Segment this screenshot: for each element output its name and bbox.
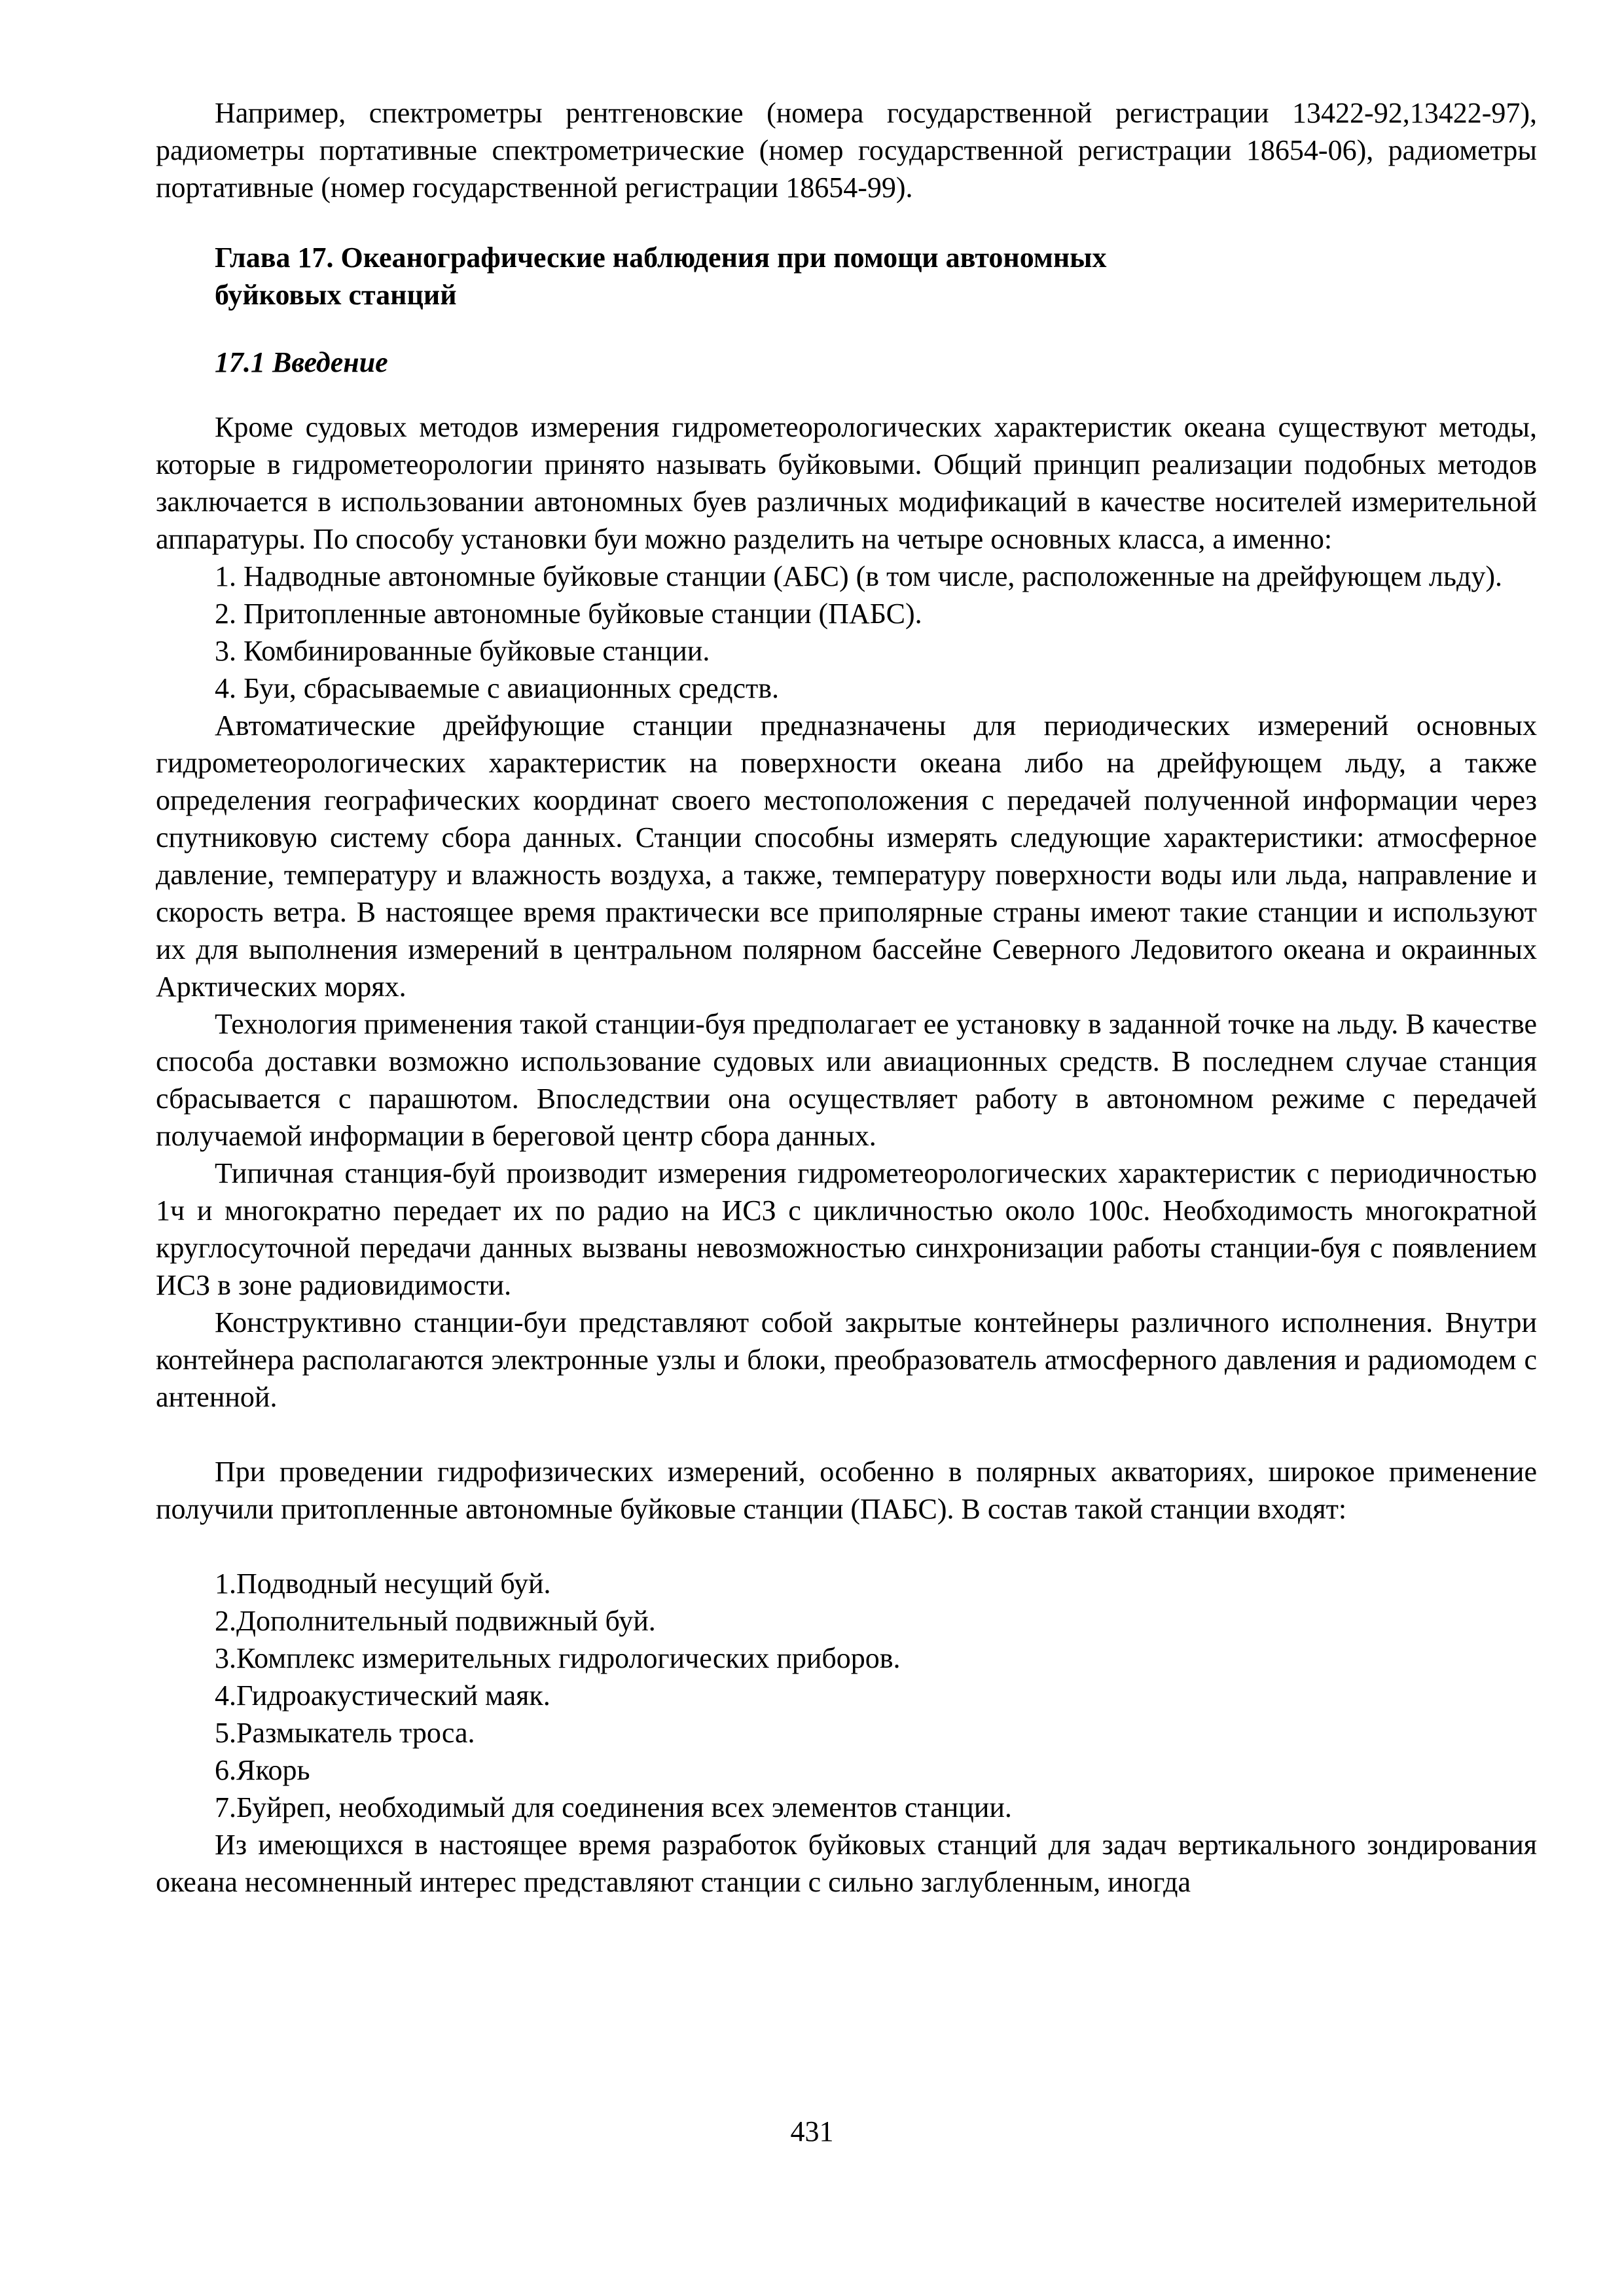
chapter-heading-line-2: буйковых станций (215, 279, 457, 311)
pabs-component-item-3: 3.Комплекс измерительных гидрологических приборов. (215, 1642, 901, 1674)
paragraph-final: Из имеющихся в настоящее время разработок буйковых станций для задач вертикального зондирования океана несомненный интерес представляют станции с сильно заглубленным, иногда (156, 1829, 1537, 1898)
paragraph-methods: Кроме судовых методов измерения гидрометеорологических характеристик океана существуют методы, которые в гидрометеорологии принято называть буйковыми. Общий принцип реализации подобных методов заключается в использовании автономных буев различных модификаций в качестве носителей измерительной аппаратуры. По способу установки буи можно разделить на четыре основных класса, а именно: (156, 411, 1537, 555)
buoy-class-item-3: 3. Комбинированные буйковые станции. (215, 635, 710, 667)
paragraph-construction: Конструктивно станции-буи представляют собой закрытые контейнеры различного исполнения. Внутри контейнера располагаются электронные узлы и блоки, преобразователь атмосферного давления и радиомодем с антенной. (156, 1306, 1537, 1413)
buoy-class-item-1: 1. Надводные автономные буйковые станции (АБС) (в том числе, расположенные на дрейфующем льду). (215, 560, 1502, 592)
pabs-component-item-1: 1.Подводный несущий буй. (215, 1568, 551, 1600)
section-heading: 17.1 Введение (215, 346, 388, 378)
page-number: 431 (790, 2115, 834, 2147)
paragraph-automatic-stations: Автоматические дрейфующие станции предназначены для периодических измерений основных гидрометеорологических характеристик на поверхности океана либо на дрейфующем льду, а также определения географических координат своего местоположения с передачей полученной информации через спутниковую систему сбора данных. Станции способны измерять следующие характеристики: атмосферное давление, температуру и влажность воздуха, а также, температуру поверхности воды или льда, направление и скорость ветра. В настоящее время практически все приполярные страны имеют такие станции и используют их для выполнения измерений в центральном полярном бассейне Северного Ледовитого океана и окраинных Арктических морях. (156, 709, 1537, 1003)
chapter-heading (156, 239, 1537, 314)
chapter-heading-line-1: Глава 17. Океанографические наблюдения при помощи автономных (215, 242, 1107, 274)
paragraph-pabs: При проведении гидрофизических измерений, особенно в полярных акваториях, широкое применение получили притопленные автономные буйковые станции (ПАБС). В состав такой станции входят: (156, 1456, 1537, 1525)
pabs-component-item-5: 5.Размыкатель троса. (215, 1717, 475, 1749)
pabs-component-item-6: 6.Якорь (215, 1754, 310, 1786)
paragraph-typical-station: Типичная станция-буй производит измерения гидрометеорологических характеристик с периодичностью 1ч и многократно передает их по радио на ИСЗ с цикличностью около 100с. Необходимость многократной круглосуточной передачи данных вызваны невозможностью синхронизации работы станции-буя с появлением ИСЗ в зоне радиовидимости. (156, 1157, 1537, 1301)
pabs-component-item-7: 7.Буйреп, необходимый для соединения всех элементов станции. (215, 1791, 1012, 1823)
pabs-component-item-4: 4.Гидроакустический маяк. (215, 1679, 550, 1712)
buoy-class-item-2: 2. Притопленные автономные буйковые станции (ПАБС). (215, 598, 922, 630)
intro-paragraph: Например, спектрометры рентгеновские (номера государственной регистрации 13422-92,13422-97), радиометры портативные спектрометрические (номер государственной регистрации 18654-06), радиометры портативные (номер государственной регистрации 18654-99). (156, 97, 1537, 204)
page-content (156, 94, 1537, 1901)
pabs-component-item-2: 2.Дополнительный подвижный буй. (215, 1605, 656, 1637)
buoy-class-item-4: 4. Буи, сбрасываемые с авиационных средств. (215, 672, 780, 704)
paragraph-technology: Технология применения такой станции-буя предполагает ее установку в заданной точке на льду. В качестве способа доставки возможно использование судовых или авиационных средств. В последнем случае станция сбрасывается с парашютом. Впоследствии она осуществляет работу в автономном режиме с передачей получаемой информации в береговой центр сбора данных. (156, 1008, 1537, 1152)
